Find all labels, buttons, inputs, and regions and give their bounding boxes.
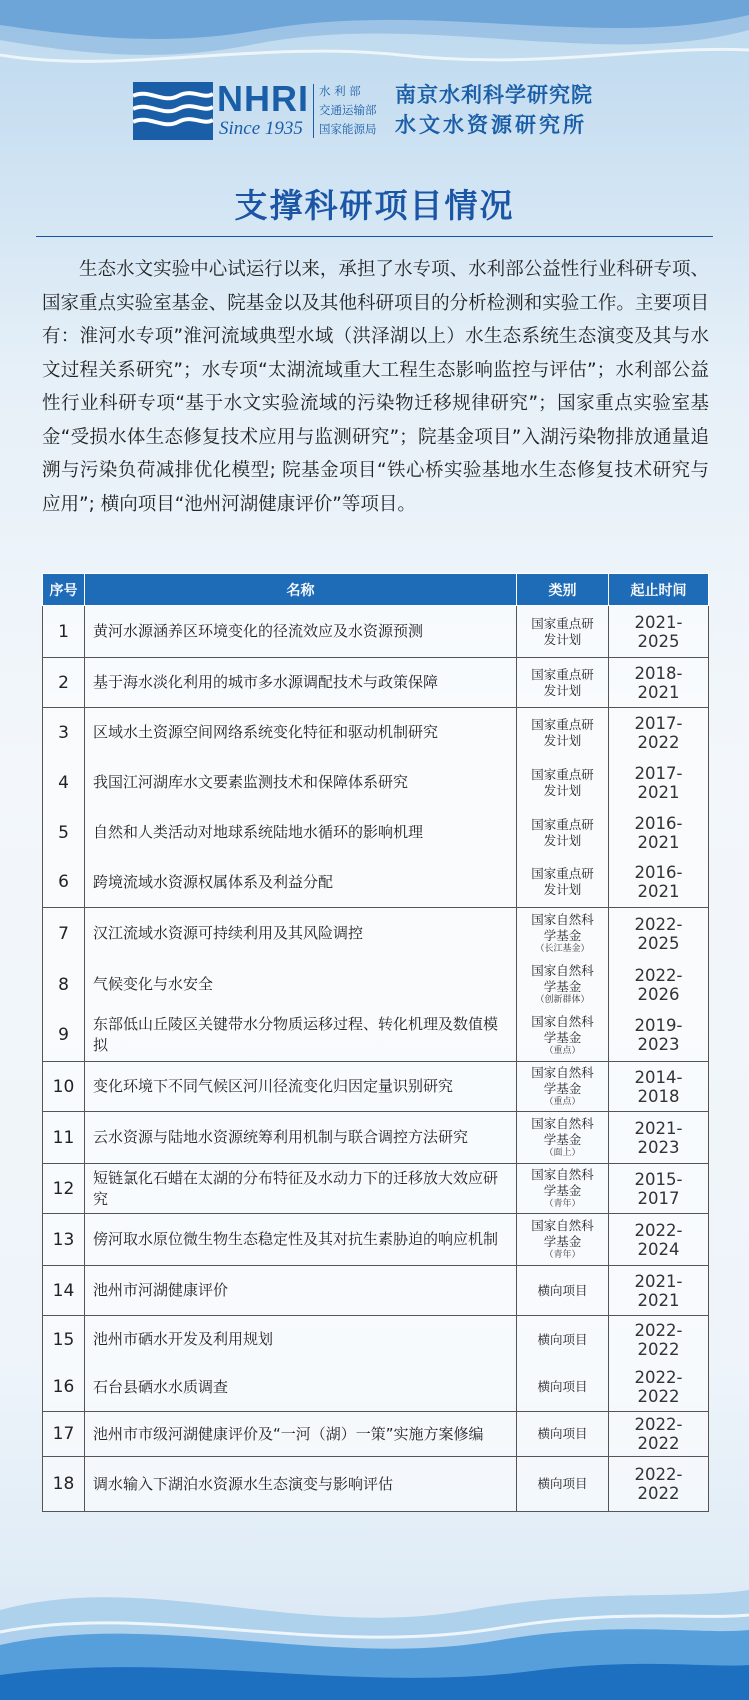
row-category-sub: （面上） xyxy=(544,1148,581,1158)
row-category xyxy=(517,960,609,1010)
row-category-label: 横向项目 xyxy=(537,1331,588,1347)
row-period: 2021-2023 xyxy=(609,1112,709,1164)
row-category-label: 国家自然科学基金 xyxy=(531,1013,594,1045)
row-no: 9 xyxy=(43,1010,85,1062)
row-category-label: 横向项目 xyxy=(537,1379,588,1395)
table-row xyxy=(43,708,709,758)
row-category xyxy=(517,1112,609,1164)
row-period: 2016-2021 xyxy=(609,858,709,908)
top-wave-decoration xyxy=(0,0,749,90)
row-no: 8 xyxy=(43,960,85,1010)
row-period: 2018-2021 xyxy=(609,658,709,708)
row-category-label: 横向项目 xyxy=(537,1282,588,1298)
row-name: 调水输入下湖泊水资源水生态演变与影响评估 xyxy=(85,1457,517,1512)
row-category-label: 国家自然科学基金 xyxy=(531,963,594,994)
row-category-sub: （重点） xyxy=(544,1045,581,1056)
row-category xyxy=(517,808,609,858)
row-category-label: 国家自然科学基金 xyxy=(531,1218,594,1249)
row-period: 2022-2025 xyxy=(609,908,709,960)
row-no: 16 xyxy=(43,1364,85,1412)
row-category-label: 国家重点研发计划 xyxy=(531,866,594,898)
institute-name-line1: 南京水利科学研究院 xyxy=(395,83,593,107)
row-category-label: 国家自然科学基金 xyxy=(531,1116,594,1147)
row-period: 2016-2021 xyxy=(609,808,709,858)
row-name: 池州市河湖健康评价 xyxy=(85,1266,517,1316)
logo-abbr: NHRI xyxy=(217,78,309,119)
institute-logo xyxy=(133,80,633,142)
row-category xyxy=(517,1214,609,1266)
row-name: 我国江河湖库水文要素监测技术和保障体系研究 xyxy=(85,758,517,808)
row-name: 池州市硒水开发及利用规划 xyxy=(85,1316,517,1364)
ministry-2: 交通运输部 xyxy=(319,103,377,117)
row-period: 2019-2023 xyxy=(609,1010,709,1062)
row-period: 2022-2022 xyxy=(609,1316,709,1364)
table-row xyxy=(43,1266,709,1316)
table-row xyxy=(43,908,709,960)
logo-divider xyxy=(313,84,314,138)
row-category xyxy=(517,1457,609,1512)
row-name: 云水资源与陆地水资源统筹利用机制与联合调控方法研究 xyxy=(85,1112,517,1164)
row-name: 区域水土资源空间网络系统变化特征和驱动机制研究 xyxy=(85,708,517,758)
header-category: 类别 xyxy=(517,574,609,606)
ministry-3: 国家能源局 xyxy=(319,122,377,136)
header-period: 起止时间 xyxy=(609,574,709,606)
table-row xyxy=(43,758,709,808)
table-row xyxy=(43,858,709,908)
row-no: 4 xyxy=(43,758,85,808)
intro-paragraph: 生态水文实验中心试运行以来，承担了水专项、水利部公益性行业科研专项、国家重点实验室基金、院基金以及其他科研项目的分析检测和实验工作。主要项目有：淮河水专项”淮河流域典型水域（洪泽湖以上）水生态系统生态演变及其与水文过程关系研究”；水专项“太湖流域重大工程生态影响监控与评估”；水利部公益性行业科研专项“基于水文实验流域的污染物迁移规律研究”；国家重点实验室基金“受损水体生态修复技术应用与监测研究”；院基金项目”入湖污染物排放通量追溯与污染负荷减排优化模型; 院基金项目“铁心桥实验基地水生态修复技术研究与应用”; 横向项目“池州河湖健康评价”等项目。 xyxy=(42,259,709,515)
row-no: 18 xyxy=(43,1457,85,1512)
table-body xyxy=(43,606,709,1512)
row-name: 汉江流域水资源可持续利用及其风险调控 xyxy=(85,908,517,960)
row-category xyxy=(517,1412,609,1457)
row-period: 2015-2017 xyxy=(609,1164,709,1214)
row-category-sub: （长江基金） xyxy=(535,944,590,955)
row-period: 2021-2021 xyxy=(609,1266,709,1316)
row-category-label: 国家重点研发计划 xyxy=(531,816,594,848)
table-row xyxy=(43,1316,709,1364)
table-row xyxy=(43,1412,709,1457)
row-category xyxy=(517,1010,609,1062)
row-name: 石台县硒水水质调查 xyxy=(85,1364,517,1412)
table-row xyxy=(43,1214,709,1266)
row-no: 11 xyxy=(43,1112,85,1164)
row-category-label: 国家重点研发计划 xyxy=(531,615,594,647)
row-category-label: 国家重点研发计划 xyxy=(531,766,594,798)
table-row xyxy=(43,606,709,658)
row-category xyxy=(517,858,609,908)
row-period: 2022-2022 xyxy=(609,1412,709,1457)
header-name: 名称 xyxy=(85,574,517,606)
row-name: 基于海水淡化利用的城市多水源调配技术与政策保障 xyxy=(85,658,517,708)
row-name: 傍河取水原位微生物生态稳定性及其对抗生素胁迫的响应机制 xyxy=(85,1214,517,1266)
row-period: 2021-2025 xyxy=(609,606,709,658)
page-title: 支撑科研项目情况 xyxy=(234,186,515,225)
row-period: 2022-2022 xyxy=(609,1364,709,1412)
row-category xyxy=(517,908,609,960)
row-no: 13 xyxy=(43,1214,85,1266)
row-category-label: 国家重点研发计划 xyxy=(531,716,594,748)
row-period: 2017-2022 xyxy=(609,708,709,758)
row-period: 2022-2022 xyxy=(609,1457,709,1512)
row-category-sub: （创新群体） xyxy=(535,995,590,1005)
title-divider xyxy=(36,236,713,237)
table-row xyxy=(43,808,709,858)
logo-ministries xyxy=(319,82,377,139)
row-no: 14 xyxy=(43,1266,85,1316)
projects-table xyxy=(42,573,709,1512)
row-category xyxy=(517,1164,609,1214)
table-row xyxy=(43,1010,709,1062)
row-category-sub: （青年） xyxy=(544,1250,581,1260)
row-category-label: 国家重点研发计划 xyxy=(531,666,594,698)
table-row xyxy=(43,1364,709,1412)
bottom-wave-decoration xyxy=(0,1550,749,1700)
row-no: 1 xyxy=(43,606,85,658)
institute-name-line2: 水文水资源研究所 xyxy=(395,113,587,137)
row-name: 东部低山丘陵区关键带水分物质运移过程、转化机理及数值模拟 xyxy=(85,1010,517,1062)
row-name: 短链氯化石蜡在太湖的分布特征及水动力下的迁移放大效应研究 xyxy=(85,1164,517,1214)
row-category xyxy=(517,658,609,708)
row-category xyxy=(517,1266,609,1316)
row-name: 气候变化与水安全 xyxy=(85,960,517,1010)
row-category-label: 国家自然科学基金 xyxy=(531,1167,594,1198)
row-category xyxy=(517,708,609,758)
institute-name xyxy=(395,80,593,140)
table-row xyxy=(43,1112,709,1164)
row-category-sub: （重点） xyxy=(544,1097,581,1107)
row-category-sub: （青年） xyxy=(544,1199,581,1209)
row-name: 池州市市级河湖健康评价及“一河（湖）一策”实施方案修编 xyxy=(85,1412,517,1457)
header-no: 序号 xyxy=(43,574,85,606)
table-header-row xyxy=(43,574,709,606)
row-no: 10 xyxy=(43,1062,85,1112)
row-category xyxy=(517,606,609,658)
table-row xyxy=(43,1164,709,1214)
table-row xyxy=(43,1062,709,1112)
row-no: 17 xyxy=(43,1412,85,1457)
row-name: 黄河水源涵养区环境变化的径流效应及水资源预测 xyxy=(85,606,517,658)
ministry-1: 水 利 部 xyxy=(319,84,361,98)
row-period: 2022-2024 xyxy=(609,1214,709,1266)
table-row xyxy=(43,1457,709,1512)
row-no: 2 xyxy=(43,658,85,708)
row-category-label: 横向项目 xyxy=(537,1476,588,1491)
table-row xyxy=(43,658,709,708)
row-no: 6 xyxy=(43,858,85,908)
row-no: 7 xyxy=(43,908,85,960)
row-no: 3 xyxy=(43,708,85,758)
table-row xyxy=(43,960,709,1010)
row-category-label: 横向项目 xyxy=(537,1426,588,1441)
row-no: 15 xyxy=(43,1316,85,1364)
row-name: 跨境流域水资源权属体系及利益分配 xyxy=(85,858,517,908)
row-category-label: 国家自然科学基金 xyxy=(531,912,594,944)
row-no: 5 xyxy=(43,808,85,858)
row-category xyxy=(517,1316,609,1364)
row-no: 12 xyxy=(43,1164,85,1214)
row-category xyxy=(517,758,609,808)
row-period: 2014-2018 xyxy=(609,1062,709,1112)
row-period: 2017-2021 xyxy=(609,758,709,808)
row-category xyxy=(517,1364,609,1412)
logo-since: Since 1935 xyxy=(219,118,303,139)
row-name: 自然和人类活动对地球系统陆地水循环的影响机理 xyxy=(85,808,517,858)
row-period: 2022-2026 xyxy=(609,960,709,1010)
row-category xyxy=(517,1062,609,1112)
nhri-wave-logo-icon xyxy=(133,82,213,140)
row-name: 变化环境下不同气候区河川径流变化归因定量识别研究 xyxy=(85,1062,517,1112)
row-category-label: 国家自然科学基金 xyxy=(531,1065,594,1096)
